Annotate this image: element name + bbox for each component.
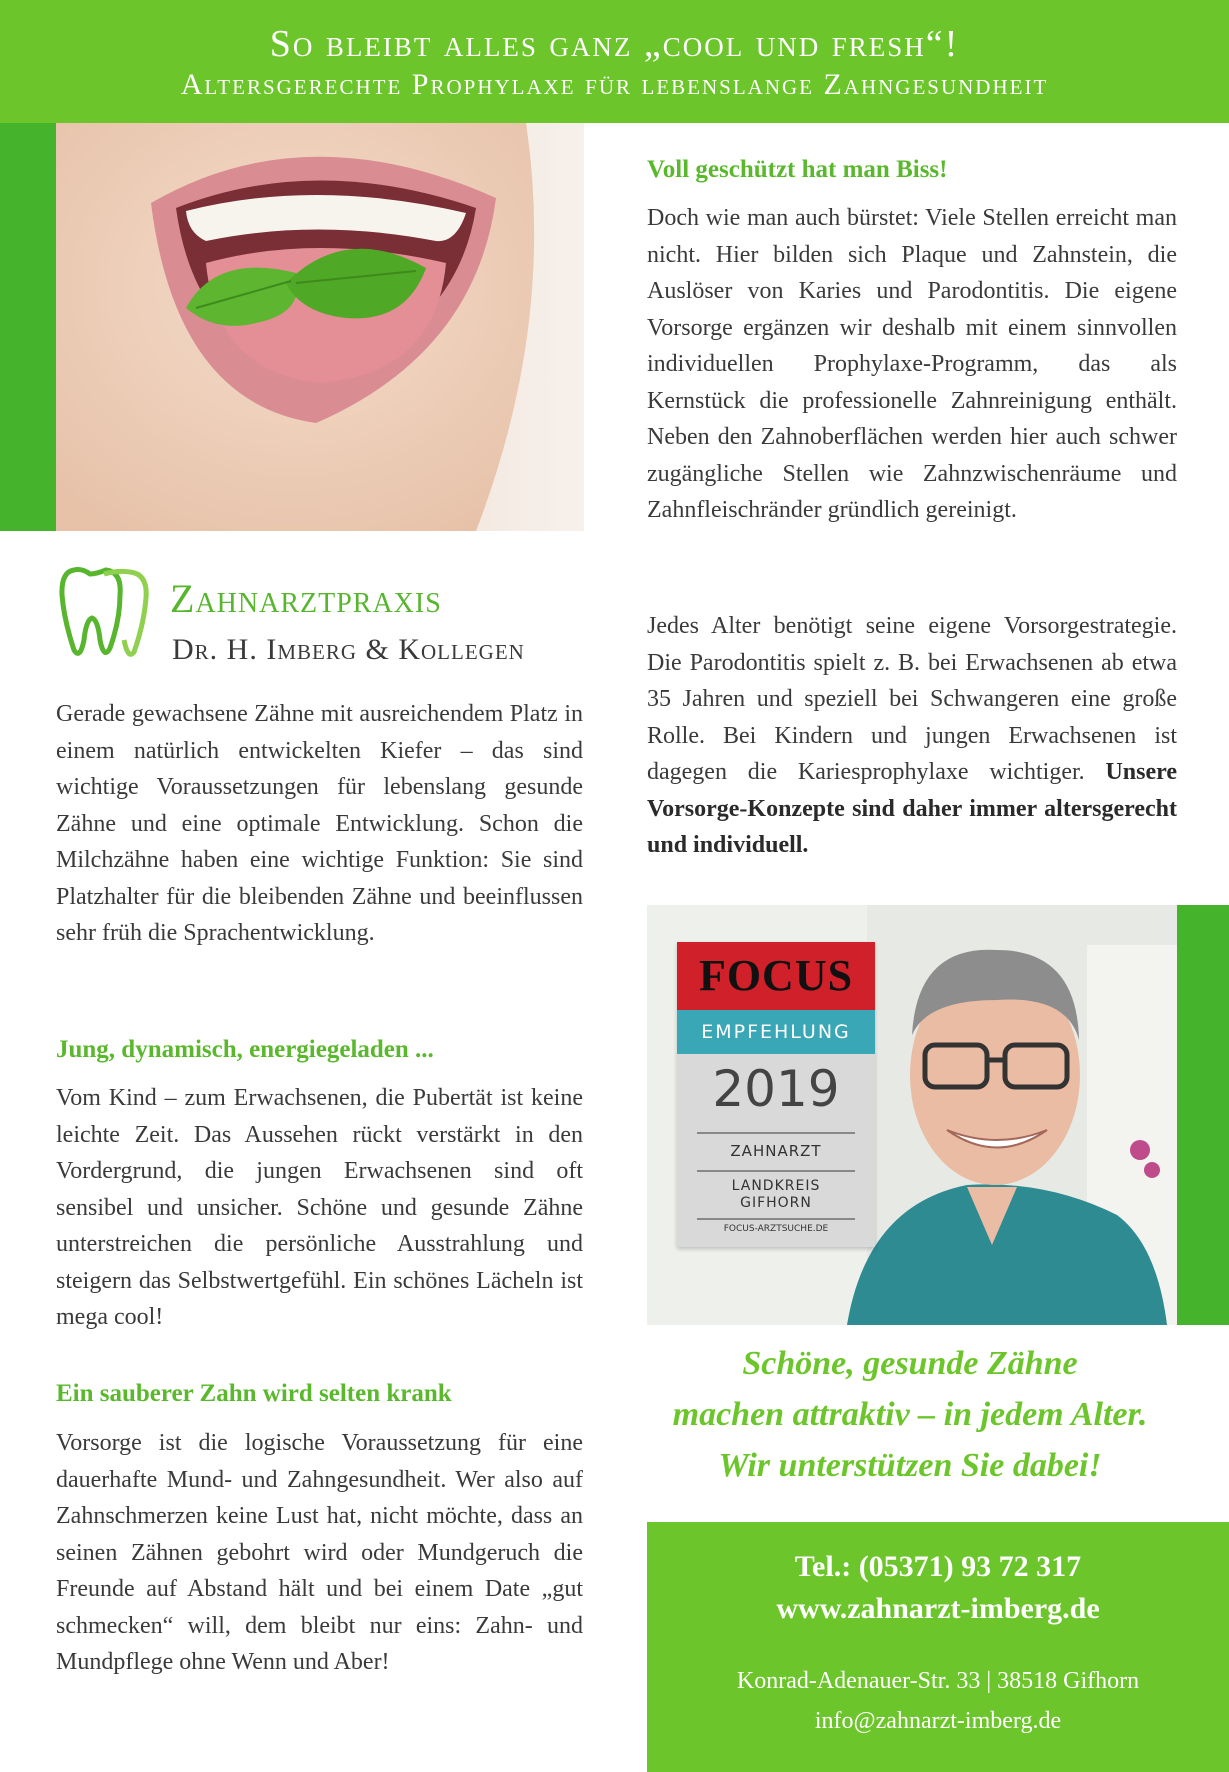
header-title: So bleibt alles ganz „cool und fresh“! xyxy=(269,23,960,65)
focus-badge-label: EMPFEHLUNG xyxy=(677,1010,875,1054)
website-link[interactable]: www.zahnarzt-imberg.de xyxy=(776,1592,1100,1625)
focus-badge-site: FOCUS-ARZTSUCHE.DE xyxy=(723,1224,829,1234)
address-text: Konrad-Adenauer-Str. 33 | 38518 Gifhorn xyxy=(736,1668,1140,1694)
header-subtitle: Altersgerechte Prophylaxe für lebenslange Zahngesundheit xyxy=(180,68,1049,101)
focus-badge-category: ZAHNARZT xyxy=(730,1142,822,1160)
focus-badge-brand: FOCUS xyxy=(677,942,875,1010)
focus-badge-region1: LANDKREIS xyxy=(731,1178,821,1194)
practice-subtitle: Dr. H. Imberg & Kollegen xyxy=(172,633,525,666)
contact-box xyxy=(647,1522,1229,1772)
focus-badge xyxy=(677,942,875,1247)
paragraph-jedes-alter-text: Jedes Alter benötigt seine eigene Vorsorgestrategie. Die Parodontitis spielt z. B. bei Erwachsenen ab etwa 35 Jahren und speziell bei Schwangeren eine große Rolle. Bei Kindern und jungen Erwachsenen ist dagegen die Kariesprophylaxe wichtiger. xyxy=(647,613,1177,785)
practice-name: Zahnarztpraxis xyxy=(170,576,442,621)
hero-image-mouth-mint xyxy=(56,123,584,531)
paragraph-vorsorge: Vorsorge ist die logische Voraussetzung für eine dauerhafte Mund- und Zahngesundheit. Wer also auf Zahnschmerzen keine Lust hat, nicht möchte, dass an seinen Zähnen gebohrt wird oder Mundgeruch die Freunde auf Abstand hält und bei einem Date „gut schmecken“ will, dem bleibt nur eins: Zahn- und Mundpflege ohne Wenn und Aber! xyxy=(56,1430,583,1675)
slogan-line-2: machen attraktiv – in jedem Alter. xyxy=(672,1396,1148,1433)
badge-divider-2 xyxy=(697,1170,855,1172)
focus-badge-year: 2019 xyxy=(712,1060,840,1118)
left-accent-bar xyxy=(0,123,56,531)
slogan-line-1: Schöne, gesunde Zähne xyxy=(742,1345,1078,1382)
badge-divider-1 xyxy=(697,1132,855,1134)
paragraph-pubertaet: Vom Kind – zum Erwachsenen, die Pubertät ist keine leichte Zeit. Das Aussehen rückt verstärkt in den Vordergrund, die jungen Erwachsenen sind oft sensibel und unsicher. Schöne und gesunde Zähne unterstreichen die persönliche Ausstrahlung und steigern das Selbstwertgefühl. Ein schönes Lächeln ist mega cool! xyxy=(56,1085,583,1330)
paragraph-jedes-alter xyxy=(647,608,1177,864)
paragraph-jedes-alter-bold: Unsere Vorsorge-Konzepte sind daher immer altersgerecht und individuell. xyxy=(647,759,1178,858)
header-banner xyxy=(0,0,1229,123)
email-link[interactable]: info@zahnarzt-imberg.de xyxy=(814,1708,1062,1734)
phone-link[interactable]: Tel.: (05371) 93 72 317 xyxy=(794,1550,1082,1583)
heading-voll-geschuetzt: Voll geschützt hat man Biss! xyxy=(647,156,948,183)
right-accent-bar xyxy=(1177,905,1229,1325)
slogan-line-3: Wir unterstützen Sie dabei! xyxy=(718,1447,1102,1484)
badge-divider-3 xyxy=(697,1218,855,1220)
heading-sauberer-zahn: Ein sauberer Zahn wird selten krank xyxy=(56,1380,452,1407)
heading-jung-dynamisch: Jung, dynamisch, energiegeladen ... xyxy=(56,1036,434,1063)
focus-badge-region2: GIFHORN xyxy=(740,1195,812,1211)
intro-paragraph: Gerade gewachsene Zähne mit ausreichendem Platz in einem natürlich entwickelten Kiefer – das sind wichtige Voraussetzungen für lebenslang gesunde Zähne und eine optimale Entwicklung. Schon die Milchzähne haben eine wichtige Funktion: Sie sind Platzhalter für die bleibenden Zähne und beeinflussen sehr früh die Sprachentwicklung. xyxy=(56,701,583,946)
paragraph-bürsten: Doch wie man auch bürstet: Viele Stellen erreicht man nicht. Hier bilden sich Plaque und Zahnstein, die Auslöser von Karies und Parodontitis. Die eigene Vorsorge ergänzen wir deshalb mit einem sinnvollen individuellen Prophylaxe-Programm, das als Kernstück die professionelle Zahnreinigung enthält. Neben den Zahnoberflächen werden hier auch schwer zugängliche Stellen wie Zahnzwischenräume und Zahnfleischränder gründlich gereinigt. xyxy=(647,205,1177,523)
slogan-quote xyxy=(640,1338,1180,1491)
tooth-logo-icon xyxy=(56,560,156,670)
